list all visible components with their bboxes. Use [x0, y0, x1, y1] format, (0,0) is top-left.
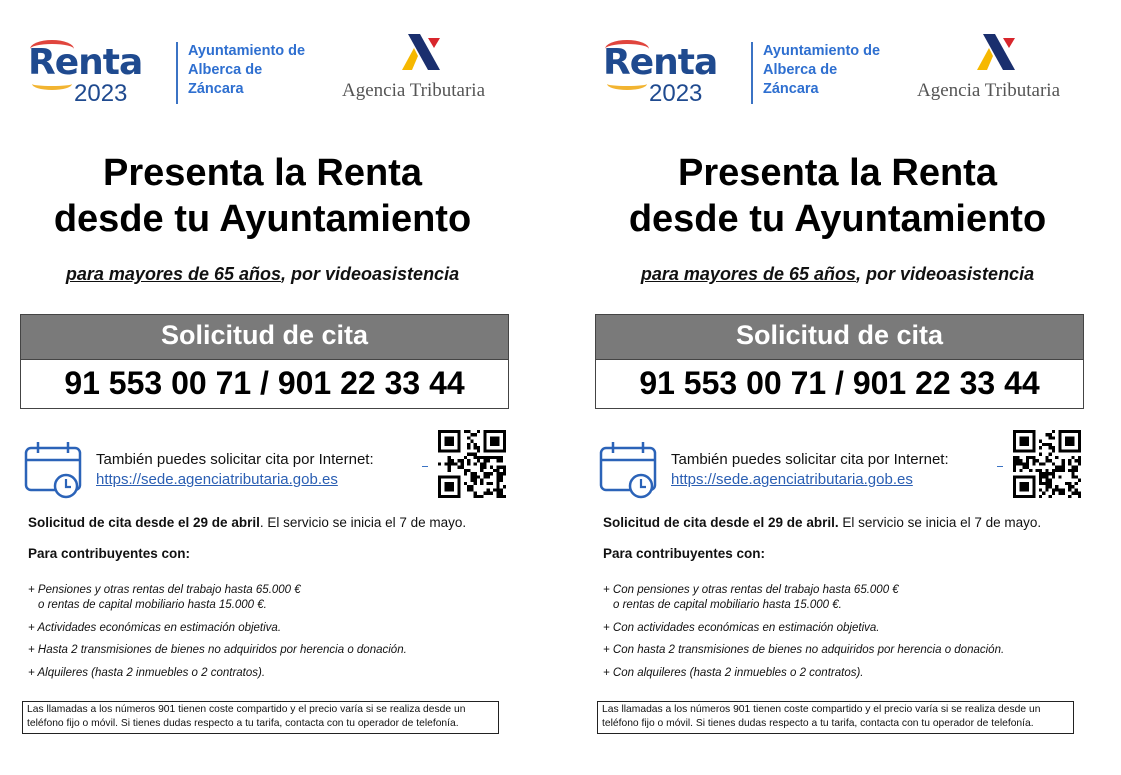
ayuntamiento-name: [176, 42, 305, 104]
dates-bold: Solicitud de cita desde el 29 de abril: [28, 515, 260, 530]
title-line: Presenta la Renta: [678, 152, 997, 194]
renta-2023-logo: [603, 40, 733, 110]
renta-logo-smile: [32, 78, 72, 90]
contributors-list: [28, 583, 407, 688]
main-title: [575, 150, 1100, 242]
contributor-item-subtext: o rentas de capital mobiliario hasta 15.000 €.: [613, 599, 842, 611]
internet-text: También puedes solicitar cita por Internet:: [96, 451, 374, 468]
calendar-clock-icon: [599, 440, 659, 500]
contributor-item-text: + Con pensiones y otras rentas del trabajo hasta 65.000 €: [603, 584, 899, 596]
renta-logo-year: 2023: [74, 80, 128, 107]
contributor-item: [28, 666, 407, 681]
title-line: Presenta la Renta: [103, 152, 422, 194]
qr-code[interactable]: [438, 430, 506, 498]
qr-code[interactable]: [1013, 430, 1081, 498]
renta-logo-word: Renta: [603, 42, 718, 83]
appointment-box: [20, 314, 509, 409]
contributor-item: [603, 666, 1004, 681]
flyer-right: [575, 0, 1121, 775]
contributor-item-text: + Actividades económicas en estimación objetiva.: [28, 621, 282, 634]
contributor-item: [603, 643, 1004, 658]
agencia-tributaria-logo: [340, 36, 510, 116]
separator-dash: [422, 466, 428, 467]
contributor-item-subtext: o rentas de capital mobiliario hasta 15.000 €.: [38, 599, 267, 611]
header: [599, 36, 1115, 116]
contributor-item: [28, 643, 407, 658]
agencia-tributaria-text: Agencia Tributaria: [342, 80, 486, 101]
separator-dash: [997, 466, 1003, 467]
sede-link[interactable]: https://sede.agenciatributaria.gob.es: [96, 471, 338, 488]
ayuntamiento-line: Záncara: [763, 81, 819, 97]
contributor-item: [603, 621, 1004, 636]
renta-logo-smile: [607, 78, 647, 90]
call-cost-note: Las llamadas a los números 901 tienen coste compartido y el precio varía si se realiza desde un teléfono fijo o móvil. Si tienes dudas respecto a tu tarifa, contacta con tu operador de telefonía.: [597, 701, 1074, 734]
contributor-item: [603, 583, 1004, 613]
contributor-item: [28, 583, 407, 613]
header: [24, 36, 540, 116]
contributor-item-text: + Con alquileres (hasta 2 inmuebles o 2 contratos).: [603, 666, 864, 679]
contributor-item: [28, 621, 407, 636]
contributors-list: [603, 583, 1004, 688]
dates-rest: . El servicio se inicia el 7 de mayo.: [259, 515, 467, 530]
contributor-item-text: + Pensiones y otras rentas del trabajo hasta 65.000 €: [28, 584, 301, 596]
contributors-header: Para contribuyentes con:: [28, 546, 191, 561]
renta-2023-logo: [28, 40, 158, 110]
appointment-phone-numbers[interactable]: 91 553 00 71 / 901 22 33 44: [64, 365, 465, 401]
ayuntamiento-line: Ayuntamiento de: [188, 43, 306, 59]
renta-logo-word: Renta: [28, 42, 143, 83]
ayuntamiento-line: Alberca de: [188, 62, 263, 78]
main-title: [0, 150, 525, 242]
subtitle-rest: , por videoasistencia: [856, 264, 1035, 284]
appointment-header: Solicitud de cita: [596, 315, 1083, 360]
agencia-tributaria-logo: [915, 36, 1085, 116]
dates-info: [603, 515, 1041, 530]
subtitle: [0, 264, 525, 285]
contributor-item-text: + Con hasta 2 transmisiones de bienes no adquiridos por herencia o donación.: [603, 644, 1005, 656]
agencia-tributaria-text: Agencia Tributaria: [917, 80, 1061, 101]
ayuntamiento-line: Záncara: [188, 81, 244, 97]
internet-text: También puedes solicitar cita por Internet:: [671, 451, 949, 468]
appointment-phone-numbers[interactable]: 91 553 00 71 / 901 22 33 44: [639, 365, 1040, 401]
ayuntamiento-name: [751, 42, 880, 104]
sede-link[interactable]: https://sede.agenciatributaria.gob.es: [671, 471, 913, 488]
flyer-left: [0, 0, 560, 775]
internet-info: [671, 450, 949, 490]
internet-info: [96, 450, 374, 490]
contributor-item-text: + Alquileres (hasta 2 inmuebles o 2 contratos).: [28, 666, 266, 679]
title-line: desde tu Ayuntamiento: [628, 198, 1047, 240]
agencia-tributaria-emblem-icon: [398, 30, 446, 74]
contributors-header: Para contribuyentes con:: [603, 546, 766, 561]
ayuntamiento-line: Alberca de: [763, 62, 838, 78]
title-line: desde tu Ayuntamiento: [53, 198, 472, 240]
calendar-clock-icon: [24, 440, 84, 500]
dates-info: [28, 515, 466, 530]
subtitle-underlined: para mayores de 65 años: [640, 264, 857, 284]
renta-logo-year: 2023: [649, 80, 703, 107]
contributor-item-text: + Hasta 2 transmisiones de bienes no adquiridos por herencia o donación.: [28, 644, 407, 656]
appointment-header: Solicitud de cita: [21, 315, 508, 360]
dates-rest: El servicio se inicia el 7 de mayo.: [838, 515, 1042, 530]
contributor-item-text: + Con actividades económicas en estimación objetiva.: [603, 621, 880, 634]
dates-bold: Solicitud de cita desde el 29 de abril.: [603, 515, 839, 530]
subtitle-rest: , por videoasistencia: [281, 264, 460, 284]
subtitle-underlined: para mayores de 65 años: [65, 264, 282, 284]
subtitle: [575, 264, 1100, 285]
agencia-tributaria-emblem-icon: [973, 30, 1021, 74]
appointment-box: [595, 314, 1084, 409]
call-cost-note: Las llamadas a los números 901 tienen coste compartido y el precio varía si se realiza desde un teléfono fijo o móvil. Si tienes dudas respecto a tu tarifa, contacta con tu operador de telefonía.: [22, 701, 499, 734]
ayuntamiento-line: Ayuntamiento de: [763, 43, 881, 59]
